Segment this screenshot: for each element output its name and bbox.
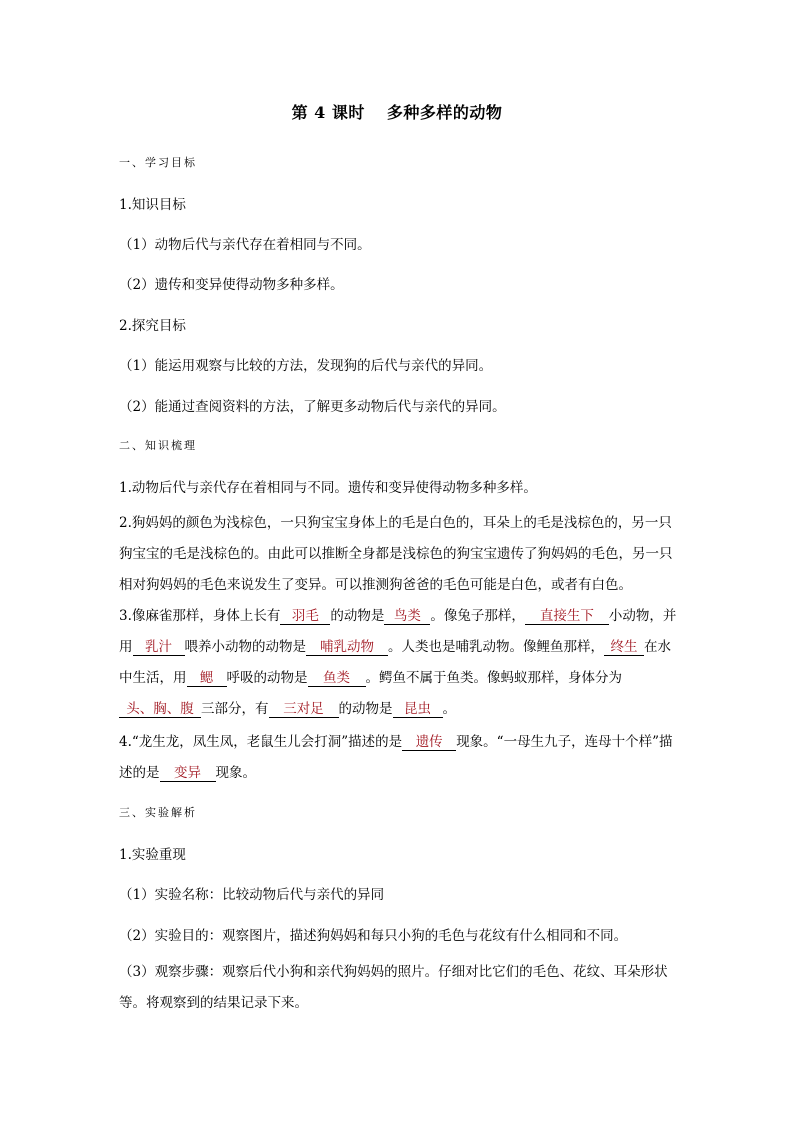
knowledge-goal-1: （1）动物后代与亲代存在着相同与不同。 <box>119 237 371 253</box>
section-heading-experiment: 三、实验解析 <box>119 806 197 819</box>
answer-blank-insects: 昆虫 <box>393 702 443 718</box>
answer-blank-give-birth: 直接生下 <box>525 609 609 625</box>
answer-blank-feathers: 羽毛 <box>280 609 330 625</box>
answer-blank-gills: 鳃 <box>187 671 227 687</box>
answer-blank-heredity: 遗传 <box>402 735 456 751</box>
knowledge-goal-2: （2）遗传和变异使得动物多种多样。 <box>119 277 344 293</box>
experiment-heading: 1.实验重现 <box>119 847 186 863</box>
answer-blank-lifelong: 终生 <box>604 640 644 656</box>
answer-blank-variation: 变异 <box>160 766 216 782</box>
knowledge-paragraph-4: 4.“龙生龙，凤生凤，老鼠生儿会打洞”描述的是 遗传 现象。“一母生九子，连母十个样”描述的是 变异 现象。 <box>119 734 673 781</box>
answer-blank-head-chest-abdomen: 头、胸、腹 <box>119 702 201 718</box>
knowledge-paragraph-3: 3.像麻雀那样，身体上长有 羽毛 的动物是 鸟类 。像兔子那样， 直接生下 小动物，并用 乳汁 喂养小动物的动物是 哺乳动物 。人类也是哺乳动物。像鲤鱼那样， 终生 在水中生活，用 鳃 呼吸的动物是 鱼类 。鳄鱼不属于鱼类。像蚂蚁那样，身体分为头、胸、腹 三部分，有 三对足 的动物是 昆虫 。 <box>119 608 677 717</box>
answer-blank-three-pairs-legs: 三对足 <box>269 702 339 718</box>
answer-blank-fish: 鱼类 <box>308 671 366 687</box>
experiment-purpose: （2）实验目的：观察图片，描述狗妈妈和每只小狗的毛色与花纹有什么相同和不同。 <box>119 928 628 944</box>
answer-blank-mammals: 哺乳动物 <box>306 640 388 656</box>
section-heading-knowledge: 二、知识梳理 <box>119 439 197 452</box>
knowledge-paragraph-2: 2.狗妈妈的颜色为浅棕色，一只狗宝宝身体上的毛是白色的，耳朵上的毛是浅棕色的，另一只狗宝宝的毛是浅棕色的。由此可以推断全身都是浅棕色的狗宝宝遗传了狗妈妈的毛色，另一只相对狗妈妈的毛色来说发生了变异。可以推测狗爸爸的毛色可能是白色，或者有白色。 <box>119 515 673 593</box>
answer-blank-birds: 鸟类 <box>384 609 430 625</box>
knowledge-goal-heading: 1.知识目标 <box>119 197 186 213</box>
page-title <box>0 100 794 123</box>
explore-goal-2: （2）能通过查阅资料的方法，了解更多动物后代与亲代的异同。 <box>119 399 506 415</box>
section-heading-goals: 一、学习目标 <box>119 156 197 169</box>
experiment-steps: （3）观察步骤：观察后代小狗和亲代狗妈妈的照片。仔细对比它们的毛色、花纹、耳朵形状等。将观察到的结果记录下来。 <box>119 964 668 1011</box>
explore-goal-1: （1）能运用观察与比较的方法，发现狗的后代与亲代的异同。 <box>119 358 493 374</box>
lesson-number: 第 4 课时 <box>291 103 365 122</box>
knowledge-paragraph-1: 1.动物后代与亲代存在着相同与不同。遗传和变异使得动物多种多样。 <box>119 480 537 496</box>
explore-goal-heading: 2.探究目标 <box>119 318 186 334</box>
answer-blank-milk: 乳汁 <box>133 640 185 656</box>
lesson-topic: 多种多样的动物 <box>386 103 503 122</box>
experiment-name: （1）实验名称：比较动物后代与亲代的异同 <box>119 887 385 903</box>
